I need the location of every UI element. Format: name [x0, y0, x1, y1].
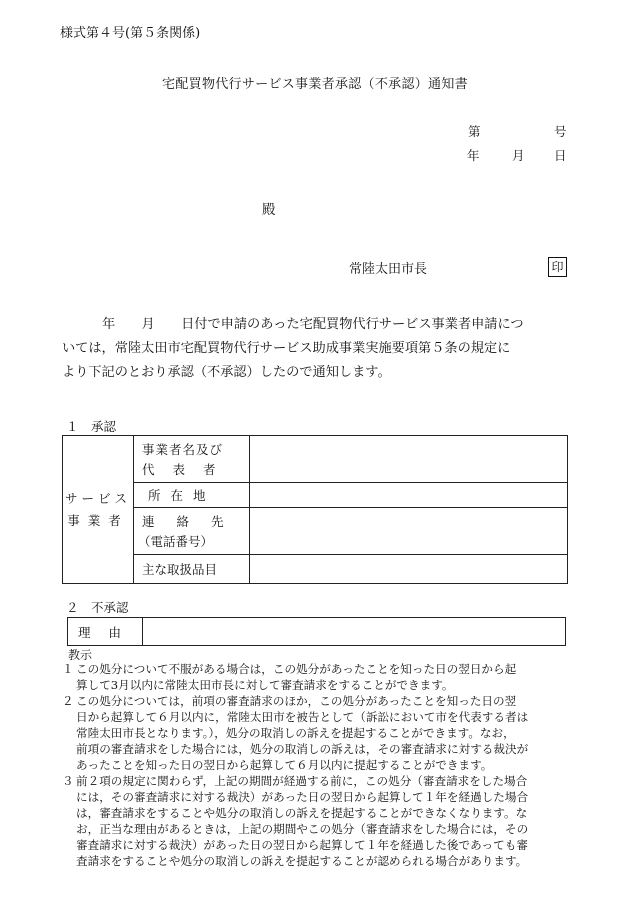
label-address: 所在地	[134, 483, 250, 508]
section-approval-heading: １ 承認	[66, 419, 117, 434]
section-rejection-heading: ２ 不承認	[66, 600, 129, 615]
rejection-table	[67, 617, 566, 646]
label-contact	[134, 508, 250, 555]
notice-line: あったことを知った日の翌日から起算して６月以内に提起することができます。	[76, 758, 493, 772]
body-line: いては，常陸太田市宅配買物代行サービス助成事業実施要項第５条の規定に	[62, 341, 511, 356]
notice-item	[60, 693, 572, 773]
notice-line: 査請求をすることや処分の取消しの訴えを提起することが認められる場合があります。	[76, 854, 528, 868]
body-paragraph	[62, 313, 572, 385]
notice-line: 常陸太田市長となります。），処分の取消しの訴えを提起することができます。なお，	[76, 726, 515, 740]
date-month: 月	[512, 148, 525, 163]
sender-name: 常陸太田市長	[349, 262, 428, 277]
label-line: 連絡先	[142, 514, 246, 529]
ref-dai: 第	[468, 124, 481, 139]
business-name-field[interactable]	[250, 436, 568, 483]
notice-line: には，その審査請求に対する裁決）があった日の翌日から起算して１年を経過した場合	[76, 790, 529, 804]
date-day: 日	[554, 148, 567, 163]
notice-line: 日から起算して６月以内に，常陸太田市を被告として（訴訟において市を代表する者は	[76, 710, 529, 724]
approval-table	[62, 435, 568, 584]
label-line: （電話番号）	[138, 534, 214, 549]
notice-line: は，審査請求をすることや処分の取消しの訴えを提起することができなくなります。な	[76, 806, 528, 820]
service-label-line: サービス	[64, 490, 131, 506]
date-year: 年	[467, 148, 480, 163]
seal-stamp: 印	[548, 257, 567, 277]
notice-line: 審査請求に対する裁決）があった日の翌日から起算して１年を経過した後であっても審	[76, 838, 528, 852]
address-field[interactable]	[250, 483, 568, 508]
notice-line: 前２項の規定に関わらず，上記の期間が経過する前に，この処分（審査請求をした場合	[76, 774, 528, 788]
notice-number: １	[62, 662, 74, 676]
ref-go: 号	[554, 124, 567, 139]
label-line: 事業者名及び	[142, 442, 224, 457]
products-field[interactable]	[250, 555, 568, 584]
body-line: 年 月 日付で申請のあった宅配買物代行サービス事業者申請につ	[102, 317, 524, 332]
notice-item	[60, 773, 572, 869]
label-business-name	[134, 436, 250, 483]
notice-line: 前項の審査請求をした場合には，処分の取消しの訴えは，その審査請求に対する裁決が	[76, 742, 529, 756]
notice-line: この処分について不服がある場合は，この処分があったことを知った日の翌日から起	[76, 662, 517, 676]
service-provider-label	[63, 436, 134, 584]
notice-number: ２	[62, 694, 74, 708]
notice-number: ３	[62, 774, 74, 788]
notice-line: お，正当な理由があるときは，上記の期間やこの処分（審査請求をした場合には，その	[76, 822, 529, 836]
label-products: 主な取扱品目	[134, 555, 250, 584]
contact-field[interactable]	[250, 508, 568, 555]
reason-field[interactable]	[143, 618, 566, 646]
notice-line: この処分については，前項の審査請求のほか，この処分があったことを知った日の翌	[76, 694, 517, 708]
form-number: 様式第４号(第５条関係)	[60, 26, 201, 41]
notice-heading: 教示	[68, 648, 93, 662]
notice-list	[60, 661, 572, 869]
addressee-suffix: 殿	[262, 202, 276, 218]
body-line: より下記のとおり承認（不承認）したので通知します。	[62, 365, 391, 380]
document-title: 宅配買物代行サービス事業者承認（不承認）通知書	[162, 77, 468, 92]
label-reason: 理由	[68, 618, 143, 646]
notice-item	[60, 661, 572, 693]
service-label-line: 事業者	[67, 512, 129, 528]
notice-line: 算して3月以内に常陸太田市長に対して審査請求をすることができます。	[76, 678, 454, 692]
label-line: 代表者	[142, 462, 234, 477]
